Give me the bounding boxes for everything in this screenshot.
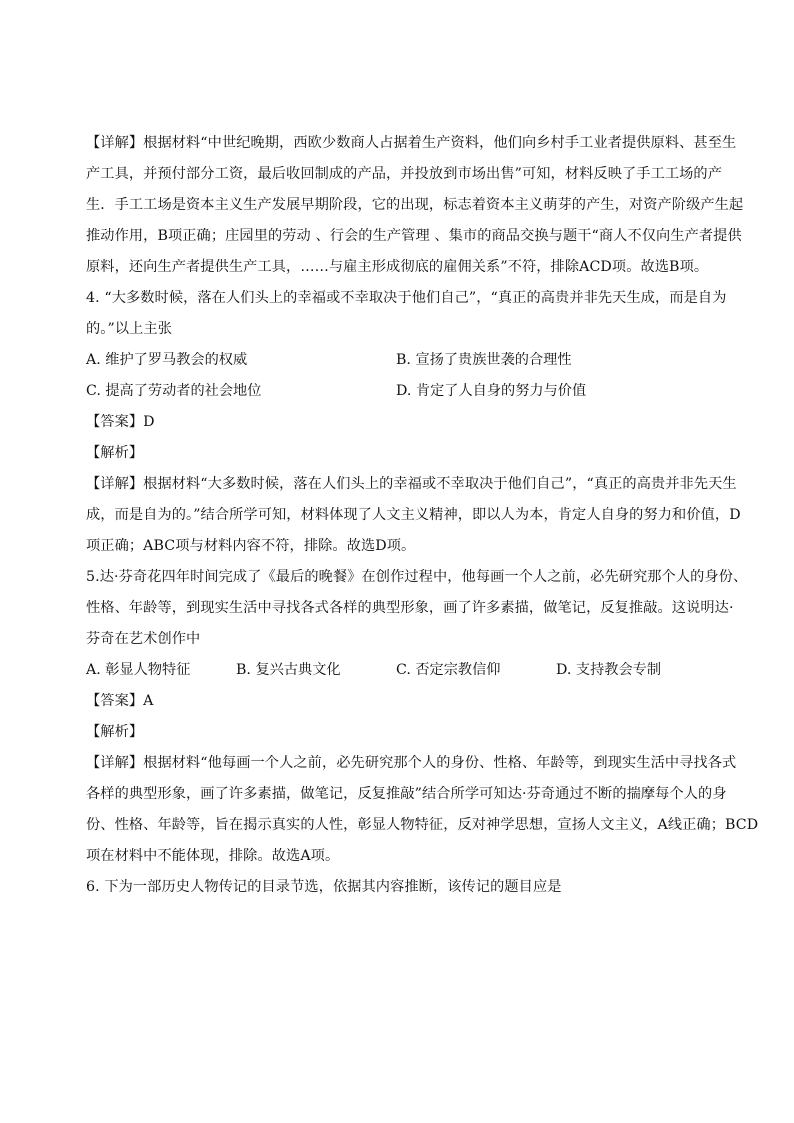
q5-detail-line-4: 项在材料中不能体现，排除。故选A项。 <box>86 848 340 864</box>
q4-detail-line-2: 成，而是自为的。”结合所学可知，材料体现了人文主义精神，即以人为本，肯定人自身的努力和价值，D <box>86 507 741 523</box>
q5-detail-line-3: 份、性格、年龄等，旨在揭示真实的人性，彰显人物特征，反对神学思想，宣扬人文主义，A线正确；BCD <box>86 817 759 833</box>
question-5-stem-line-2: 性格、年龄等，到现实生活中寻找各式各样的典型形象，画了许多素描，做笔记，反复推敲。这说明达· <box>86 600 734 616</box>
q5-option-b: B. 复兴古典文化 <box>236 662 341 678</box>
q4-option-b: B. 宣扬了贵族世袭的合理性 <box>396 352 572 368</box>
q4-answer: 【答案】D <box>86 414 155 430</box>
q4-option-d: D. 肯定了人自身的努力与价值 <box>396 383 587 399</box>
q5-option-c: C. 否定宗教信仰 <box>396 662 501 678</box>
question-5-stem-line-3: 芬奇在艺术创作中 <box>86 631 201 647</box>
q4-option-a: A. 维护了罗马教会的权威 <box>86 352 248 368</box>
detail-paragraph-q3-line-3: 生．手工工场是资本主义生产发展早期阶段，它的出现，标志着资本主义萌芽的产生，对资产阶级产生起 <box>86 197 744 213</box>
detail-paragraph-q3-line-2: 产工具，并预付部分工资，最后收回制成的产品，并投放到市场出售”可知，材料反映了手工工场的产 <box>86 166 723 182</box>
q4-analysis-heading: 【解析】 <box>86 445 144 461</box>
q4-option-c: C. 提高了劳动者的社会地位 <box>86 383 262 399</box>
question-5-stem-line-1: 5.达·芬奇花四年时间完成了《最后的晚餐》在创作过程中，他每画一个人之前，必先研究那个人的身份、 <box>86 569 748 585</box>
question-6-stem: 6. 下为一部历史人物传记的目录节选，依据其内容推断，该传记的题目应是 <box>86 879 562 895</box>
q4-detail-line-1: 【详解】根据材料“大多数时候，落在人们头上的幸福或不幸取决于他们自己”，“真正的高贵并非先天生 <box>86 476 737 492</box>
q5-answer: 【答案】A <box>86 693 154 709</box>
detail-paragraph-q3-line-1: 【详解】根据材料“中世纪晚期，西欧少数商人占据着生产资料，他们向乡村手工业者提供原料、甚至生 <box>86 135 737 151</box>
q5-option-a: A. 彰显人物特征 <box>86 662 191 678</box>
q5-analysis-heading: 【解析】 <box>86 724 144 740</box>
detail-paragraph-q3-line-5: 原料，还向生产者提供生产工具，……与雇主形成彻底的雇佣关系”不符，排除ACD项。故选B项。 <box>86 259 709 275</box>
q5-detail-line-1: 【详解】根据材料“他每画一个人之前，必先研究那个人的身份、性格、年龄等，到现实生活中寻找各式 <box>86 755 737 771</box>
q4-detail-line-3: 项正确；ABC项与材料内容不符，排除。故选D项。 <box>86 538 416 554</box>
q5-option-d: D. 支持教会专制 <box>556 662 662 678</box>
q5-detail-line-2: 各样的典型形象，画了许多素描，做笔记，反复推敲”结合所学可知达·芬奇通过不断的揣摩每个人的身 <box>86 786 727 802</box>
detail-paragraph-q3-line-4: 推动作用，B项正确；庄园里的劳动 、行会的生产管理 、集市的商品交换与题干“商人不仅向生产者提供 <box>86 228 742 244</box>
question-4-stem-line-1: 4. “大多数时候，落在人们头上的幸福或不幸取决于他们自己”，“真正的高贵并非先天生成，而是自为 <box>86 290 727 306</box>
question-4-stem-line-2: 的。”以上主张 <box>86 321 172 337</box>
